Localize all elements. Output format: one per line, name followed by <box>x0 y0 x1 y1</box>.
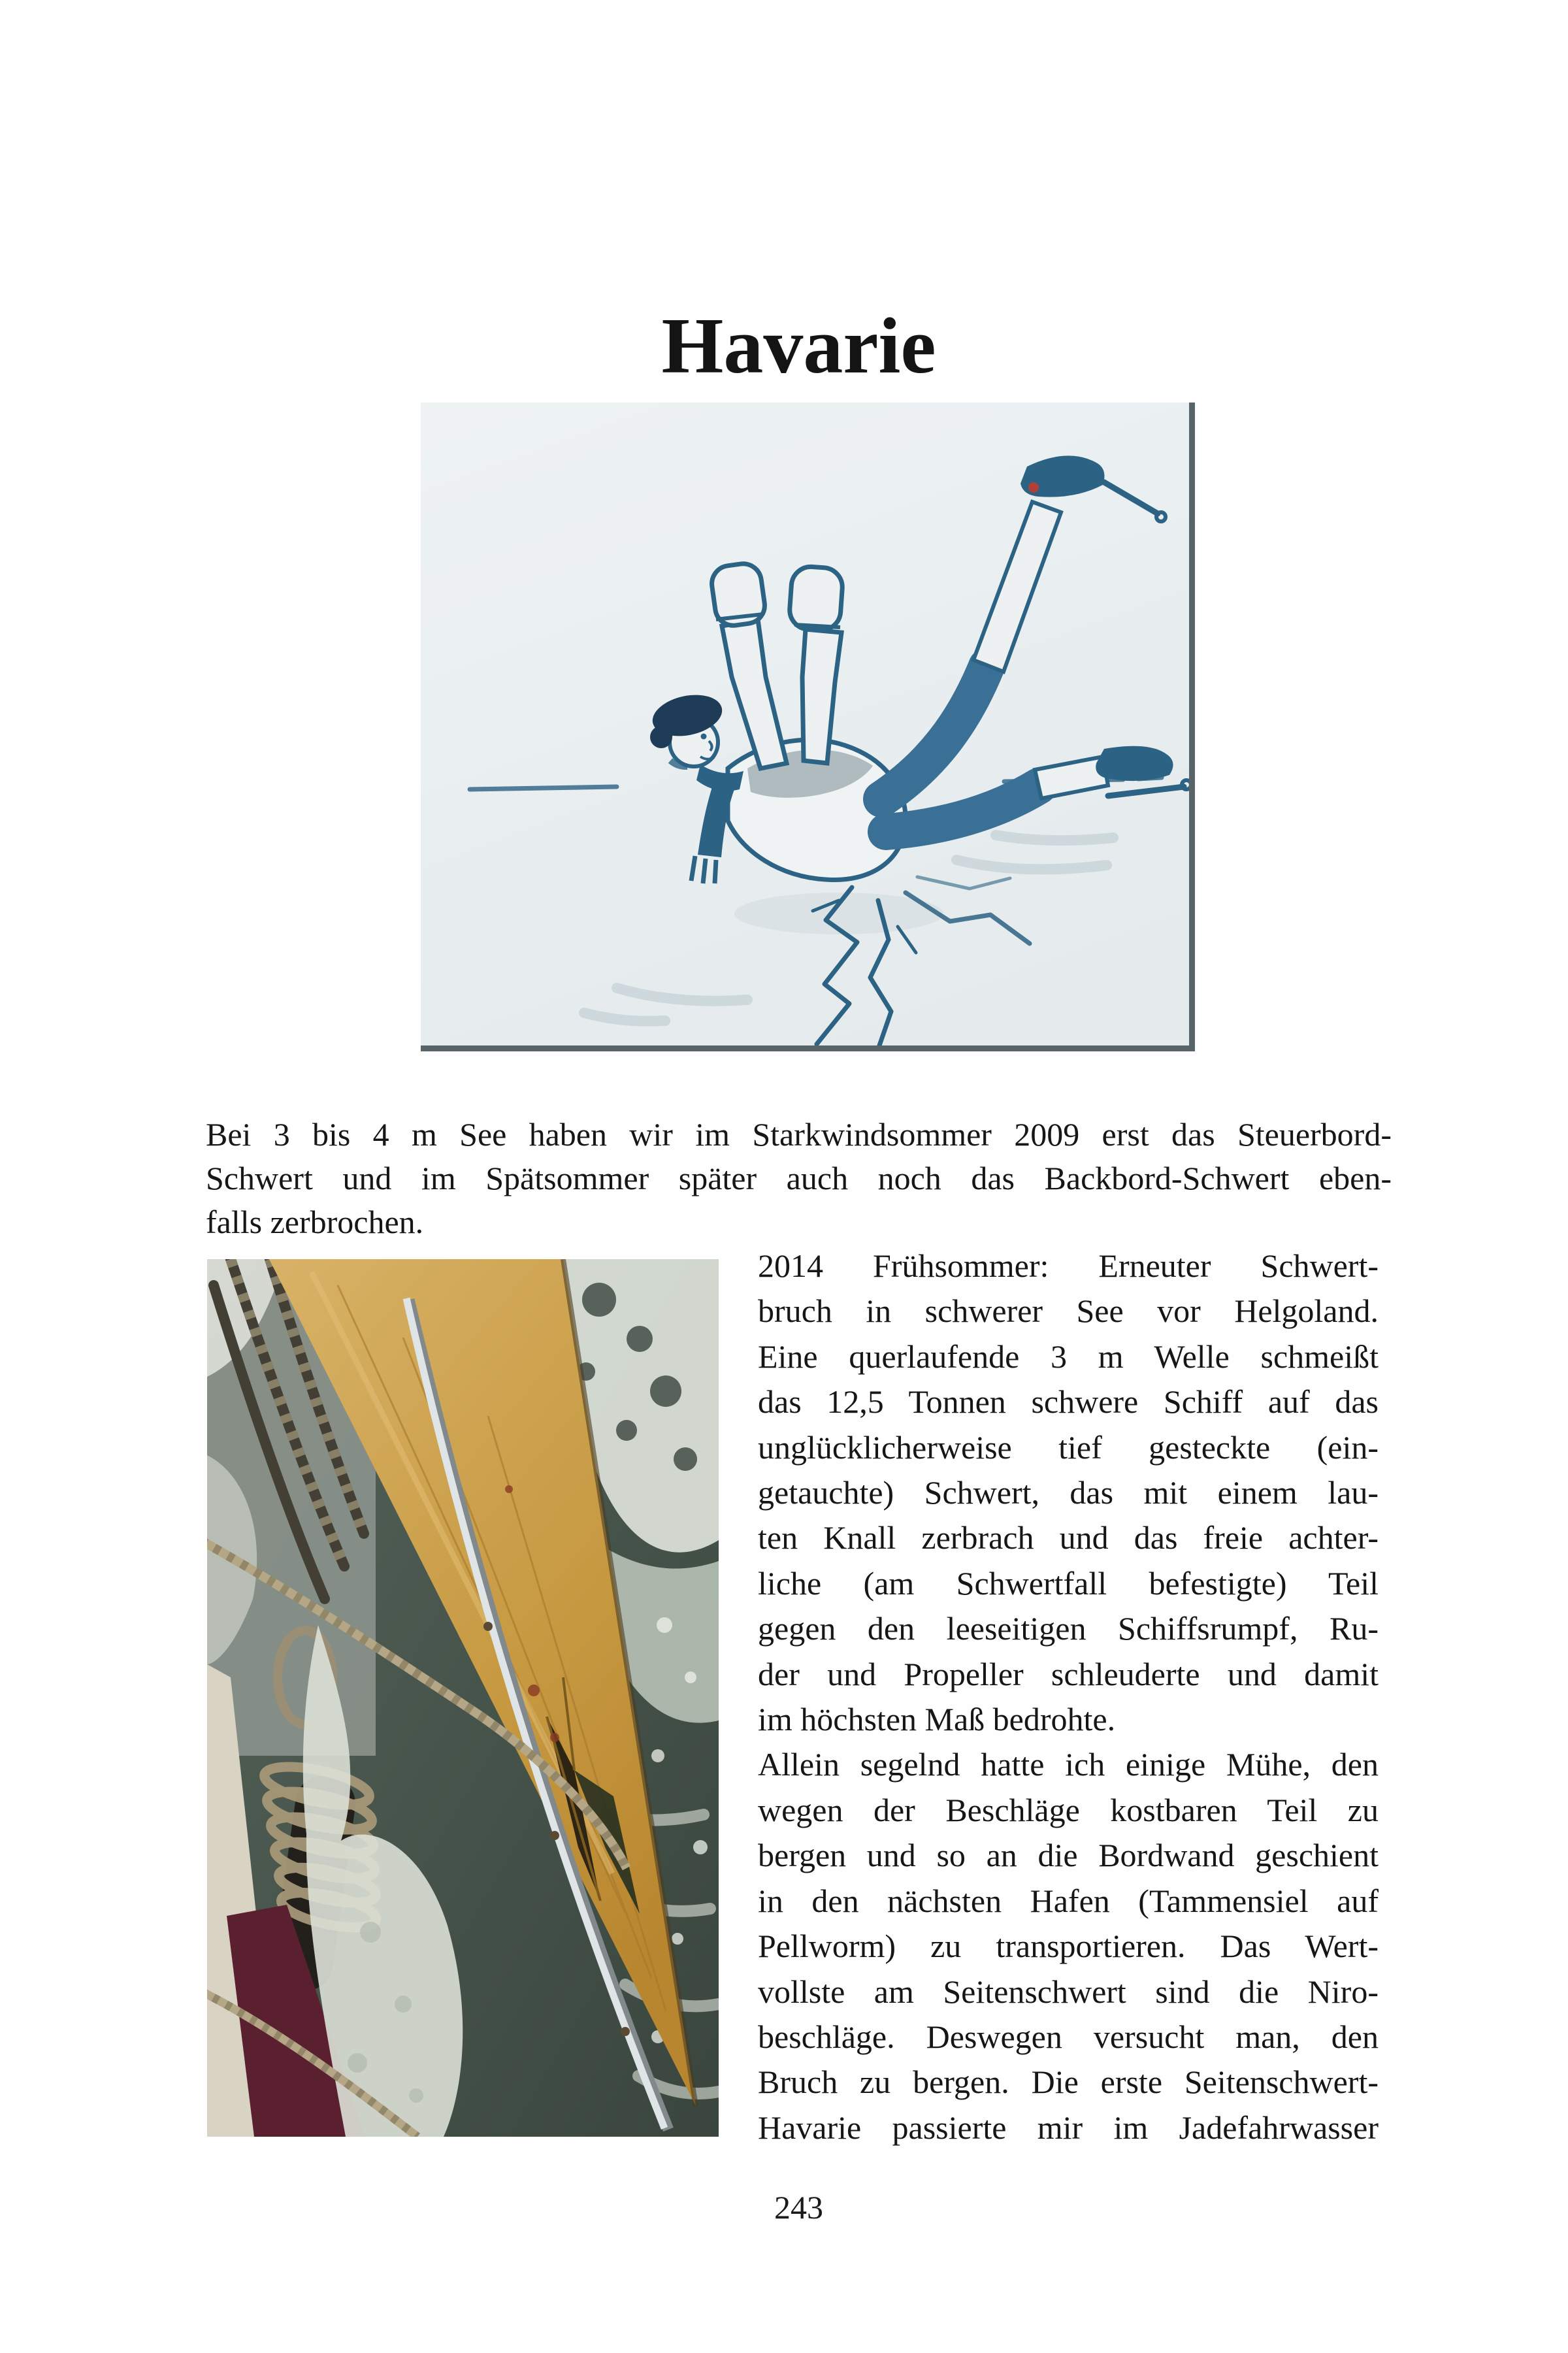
chapter-illustration <box>421 403 1195 1051</box>
text-line: Bruch zu bergen. Die erste Seitenschwert- <box>758 2064 1379 2101</box>
text-line: das 12,5 Tonnen schwere Schiff auf das <box>758 1383 1379 1421</box>
shin-upper <box>973 502 1061 672</box>
legs <box>881 502 1108 832</box>
text-line: 2014 Frühsommer: Erneuter Schwert- <box>758 1247 1379 1284</box>
skate-blade-upper <box>1104 482 1158 514</box>
text-line: Havarie passierte mir im Jadefahrwasser <box>758 2109 1379 2146</box>
centerboard-photo-art <box>207 1259 719 2137</box>
skate-heel-accent <box>1028 482 1039 493</box>
eye <box>701 734 707 740</box>
text-line: bergen und so an die Bordwand geschient <box>758 1837 1379 1874</box>
text-line: Allein segelnd hatte ich einige Mühe, den <box>758 1746 1379 1783</box>
text-line: falls zerbrochen. <box>206 1204 424 1240</box>
text-line: liche (am Schwertfall befestigte) Teil <box>758 1564 1379 1602</box>
falling-skater-drawing <box>421 403 1189 1045</box>
text-line: vollste am Seitenschwert sind die Niro- <box>758 1973 1379 2010</box>
thigh-upper <box>881 666 987 799</box>
head <box>649 689 726 766</box>
text-line: wegen der Beschläge kostbaren Teil zu <box>758 1791 1379 1828</box>
arms <box>710 561 843 768</box>
skater-figure <box>649 455 1189 883</box>
page-title: Havarie <box>661 301 936 390</box>
text-line: der und Propeller schleuderte und damit <box>758 1655 1379 1692</box>
body-column <box>758 1243 1379 2150</box>
broken-centerboard-photo <box>207 1259 719 2137</box>
page-number: 243 <box>774 2189 823 2226</box>
text-line: getauchte) Schwert, das mit einem lau- <box>758 1474 1379 1511</box>
text-line: Eine querlaufende 3 m Welle schmeißt <box>758 1338 1379 1375</box>
text-line: bruch in schwerer See vor Helgoland. <box>758 1292 1379 1330</box>
text-line: Schwert und im Spätsommer später auch noch das Backbord-Schwert eben- <box>206 1160 1392 1196</box>
text-line: beschläge. Deswegen versucht man, den <box>758 2018 1379 2055</box>
text-line: ten Knall zerbrach und das freie achter- <box>758 1519 1379 1556</box>
text-line: Bei 3 bis 4 m See haben wir im Starkwindsommer 2009 erst das Steuerbord- <box>206 1116 1392 1153</box>
skate-blade-lower <box>1108 787 1184 796</box>
skate-boot-lower <box>1096 746 1173 781</box>
text-line: Pellworm) zu transportieren. Das Wert- <box>758 1928 1379 1965</box>
text-line: unglücklicherweise tief gesteckte (ein- <box>758 1428 1379 1466</box>
text-line: im höchsten Maß bedrohte. <box>758 1701 1116 1738</box>
intro-paragraph <box>206 1113 1392 1244</box>
mitten-right <box>789 565 844 631</box>
text-line: gegen den leeseitigen Schiffsrumpf, Ru- <box>758 1610 1379 1647</box>
text-line: in den nächsten Hafen (Tammensiel auf <box>758 1882 1379 1919</box>
